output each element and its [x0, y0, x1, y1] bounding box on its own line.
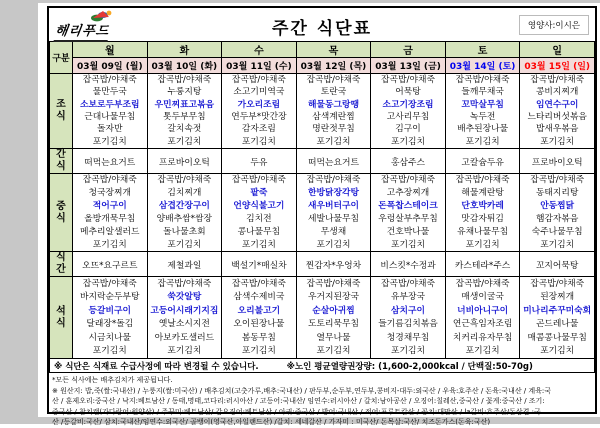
menu-item: 봄동무침	[241, 332, 276, 343]
menu-cell-stack	[520, 74, 594, 148]
menu-item: 돌자반	[97, 124, 123, 135]
menu-cell-breakfast-2	[222, 74, 297, 149]
menu-item: 청경채무침	[386, 332, 430, 343]
day-date-row	[50, 58, 595, 74]
menu-cell-stack	[371, 277, 445, 358]
document-border-box	[47, 6, 597, 427]
menu-item: 삼색수제비국	[233, 292, 285, 303]
menu-cell-stack	[222, 277, 296, 358]
menu-cell-dinner-0	[73, 277, 148, 359]
menu-item: 햄감자볶음	[535, 213, 579, 224]
day-date-cell-4: 03월 13일 (금)	[371, 58, 446, 74]
menu-cell-dinner-1	[147, 277, 222, 359]
document-page	[38, 3, 600, 427]
menu-item: 근대나물무침	[84, 112, 136, 123]
menu-item: 갈치속젓	[167, 124, 202, 135]
calorie-note: ※노인 평균열량권장량: (1,600-2,000kcal / 단백질:50-70g)	[286, 361, 533, 372]
menu-item: 양배추쌈*쌈장	[156, 213, 213, 224]
day-date-cell-3: 03월 12일 (목)	[296, 58, 371, 74]
day-date-cell-1: 03월 10일 (화)	[147, 58, 222, 74]
menu-item: 녹두전	[469, 112, 496, 123]
menu-cell-stack	[148, 277, 222, 358]
menu-item: 포기김치	[92, 239, 127, 250]
page-title: 주간 식단표	[271, 19, 373, 39]
dietitian-badge: 영양사:이시은	[519, 15, 589, 35]
menu-item: 고사리무침	[386, 112, 430, 123]
menu-cell-stack	[73, 174, 147, 251]
day-date-cell-0: 03월 09일 (월)	[73, 58, 148, 74]
menu-item: 포기김치	[316, 136, 351, 147]
menu-table	[49, 41, 595, 373]
menu-cell-snack1-1	[147, 149, 222, 174]
menu-item: 콩나물무침	[237, 226, 281, 237]
menu-cell-stack	[446, 174, 520, 251]
menu-item: 잡곡밥/야채죽	[82, 278, 137, 289]
document-header	[49, 8, 595, 41]
menu-cell-stack	[297, 252, 371, 276]
menu-item: 소고기장조림	[382, 99, 434, 110]
footnote-line-0: *모든 식사에는 배추김치가 제공됩니다.	[52, 376, 173, 384]
menu-item: 제철과일	[167, 260, 202, 271]
menu-cell-breakfast-6	[520, 74, 595, 149]
menu-cell-stack	[222, 149, 296, 173]
menu-item: 포기김치	[241, 136, 276, 147]
footnote-line-1: ※ 원산지: 밥,죽(쌀:국내산) / 누룽지(쌀:미국산) / 배추김치(고춧가루,배추:국내산) / 판두부,순두부,연두부,콩비지-대두:외국산 / 우육:호주산 / 돈육:국내산 / 계육:국	[52, 386, 552, 395]
menu-item: 숙주나물무침	[531, 226, 583, 237]
menu-item: 너비아니구이	[457, 305, 509, 316]
menu-item: 한방닭장각탕	[307, 188, 359, 199]
menu-item: 밥새우볶음	[535, 124, 579, 135]
menu-cell-stack	[371, 252, 445, 276]
menu-item: 시금치나물	[88, 332, 132, 343]
menu-item: 매콤콩나물무침	[527, 332, 587, 343]
menu-item: 홍삼주스	[391, 157, 426, 168]
menu-item: 포기김치	[316, 239, 351, 250]
menu-cell-stack	[73, 252, 147, 276]
menu-cell-stack	[371, 74, 445, 148]
day-name-cell-6: 일	[520, 42, 595, 58]
menu-item: 포기김치	[92, 136, 127, 147]
day-date-cell-6: 03월 15일 (일)	[520, 58, 595, 74]
menu-item: 삼색계란찜	[312, 112, 355, 123]
menu-item: 배추된장나물	[457, 124, 509, 135]
menu-item: 잡곡밥/야채죽	[306, 278, 361, 289]
menu-item: 토란국	[320, 87, 347, 98]
menu-item: 오리불고기	[237, 305, 281, 316]
menu-item: 해물계란탕	[461, 188, 504, 199]
menu-item: 잡곡밥/야채죽	[82, 175, 137, 186]
menu-cell-snack2-5	[445, 252, 520, 277]
footnote-line-3: 중국산 / 참치캔(가다랑어:원양산) / 주꾸미:베트남산/ 갑오징어:베트남산 / 아귀:중국산 / 방어:국내산 / 적어:포루트칼산 / 꽁치:대만산 / la갈비:호주산/돈삼겹 :국	[52, 407, 541, 416]
menu-item: 동태지리탕	[535, 188, 579, 199]
menu-item: 들깨무채국	[461, 87, 504, 98]
menu-cell-dinner-4	[371, 277, 446, 359]
section-label-snack2: 식 간	[50, 252, 73, 277]
menu-cell-breakfast-4	[371, 74, 446, 149]
menu-cell-snack2-0	[73, 252, 148, 277]
menu-item: 포기김치	[241, 346, 276, 357]
menu-item: 프로바이오틱	[531, 157, 583, 168]
menu-cell-snack1-5	[445, 149, 520, 174]
logo-text: 해리푸드	[53, 20, 110, 42]
menu-item: 잡곡밥/야채죽	[306, 175, 361, 186]
menu-item: 바지락순두부탕	[80, 292, 140, 303]
menu-item: 아보카도샐러드	[154, 332, 215, 343]
menu-item: 꼬지어묵탕	[535, 260, 579, 271]
menu-item: 느타리버섯볶음	[527, 112, 587, 123]
menu-cell-stack	[222, 74, 296, 148]
menu-cell-stack	[446, 252, 520, 276]
menu-item: 곤드레나물	[535, 319, 579, 330]
menu-item: 포기김치	[391, 136, 426, 147]
menu-item: 도토리묵무침	[307, 319, 359, 330]
day-date-cell-2: 03월 11일 (수)	[222, 58, 297, 74]
notice-cell	[50, 359, 595, 373]
menu-cell-lunch-4	[371, 174, 446, 252]
menu-item: 포기김치	[241, 239, 276, 250]
menu-cell-snack2-4	[371, 252, 446, 277]
section-label-breakfast: 조 식	[50, 74, 73, 149]
menu-item: 카스테라*주스	[454, 260, 511, 271]
menu-item: 임연수구이	[535, 99, 579, 110]
menu-item: 잡곡밥/야채죽	[530, 75, 585, 86]
menu-item: 된장찌개	[540, 292, 575, 303]
menu-cell-stack	[371, 174, 445, 251]
menu-cell-stack	[148, 252, 222, 276]
menu-item: 적어구이	[92, 201, 127, 212]
menu-item: 소고기미역국	[233, 87, 285, 98]
menu-cell-lunch-2	[222, 174, 297, 252]
menu-item: 콩비지찌개	[535, 87, 579, 98]
menu-item: 포기김치	[465, 346, 500, 357]
menu-cell-stack	[446, 149, 520, 173]
day-name-cell-2: 수	[222, 42, 297, 58]
notice-row	[50, 359, 595, 373]
menu-cell-breakfast-0	[73, 74, 148, 149]
menu-item: 잡곡밥/야채죽	[82, 75, 137, 86]
menu-item: 포기김치	[465, 239, 500, 250]
menu-item: 옛날소시지전	[158, 319, 210, 330]
menu-cell-snack2-6	[520, 252, 595, 277]
day-name-cell-5: 토	[445, 42, 520, 58]
notice-text: ※ 식단은 식재료 수급사정에 따라 변경될 수 있습니다.	[54, 361, 259, 372]
menu-item: 건호박나물	[386, 226, 430, 237]
menu-item: 우거지된장국	[307, 292, 359, 303]
menu-item: 유부장국	[391, 292, 426, 303]
day-name-cell-4: 금	[371, 42, 446, 58]
menu-item: 고추장찌개	[386, 188, 430, 199]
menu-item: 잡곡밥/야채죽	[381, 75, 435, 86]
menu-item: 등갈비구이	[88, 305, 132, 316]
menu-cell-stack	[73, 277, 147, 358]
menu-item: 잡곡밥/야채죽	[530, 175, 585, 186]
day-name-row	[50, 42, 595, 58]
menu-item: 세발나물무침	[307, 213, 359, 224]
day-name-cell-0: 월	[73, 42, 148, 58]
menu-cell-stack	[297, 149, 371, 173]
menu-item: 톳두부무침	[163, 112, 206, 123]
menu-item: 언양식불고기	[233, 201, 285, 212]
menu-item: 명란젓무침	[312, 124, 355, 135]
menu-cell-snack1-6	[520, 149, 595, 174]
menu-item: 새우버터구이	[307, 201, 359, 212]
menu-item: 잡곡밥/야채죽	[381, 278, 435, 289]
menu-cell-stack	[520, 174, 594, 251]
menu-cell-stack	[297, 174, 371, 251]
menu-item: 찐감자*우엉차	[305, 260, 362, 271]
menu-item: 우민찌표고볶음	[154, 99, 215, 110]
menu-cell-stack	[222, 252, 296, 276]
section-row-snack2	[50, 252, 595, 277]
menu-cell-stack	[446, 277, 520, 358]
menu-cell-breakfast-5	[445, 74, 520, 149]
menu-item: 치커리유자무침	[452, 332, 513, 343]
menu-item: 연두부*맛간장	[231, 112, 287, 123]
menu-cell-stack	[371, 149, 445, 173]
menu-item: 포기김치	[316, 346, 351, 357]
menu-cell-stack	[73, 149, 147, 173]
menu-item: 포기김치	[465, 136, 500, 147]
menu-item: 오뜨*요구르트	[82, 260, 138, 271]
menu-item: 돈폭찹스테이크	[378, 201, 438, 212]
menu-item: 포기김치	[540, 346, 575, 357]
menu-cell-snack1-4	[371, 149, 446, 174]
menu-cell-stack	[297, 74, 371, 148]
menu-cell-stack	[148, 174, 222, 251]
menu-item: 김치전	[246, 213, 272, 224]
menu-cell-stack	[297, 277, 371, 358]
menu-item: 떠먹는요거트	[307, 157, 359, 168]
menu-item: 우렁살부추무침	[378, 213, 438, 224]
menu-cell-stack	[520, 252, 594, 276]
menu-item: 누룽지탕	[167, 87, 202, 98]
section-row-breakfast	[50, 74, 595, 149]
menu-cell-lunch-1	[147, 174, 222, 252]
notice-wrap	[50, 360, 594, 372]
menu-cell-lunch-3	[296, 174, 371, 252]
menu-item: 물만두국	[92, 87, 127, 98]
day-date-cell-5: 03월 14일 (토)	[445, 58, 520, 74]
menu-cell-stack	[520, 277, 594, 358]
menu-cell-stack	[446, 74, 520, 148]
menu-item: 포기김치	[391, 346, 426, 357]
menu-item: 포기김치	[540, 239, 575, 250]
menu-cell-snack2-2	[222, 252, 297, 277]
menu-item: 무생채	[320, 226, 347, 237]
section-row-dinner	[50, 277, 595, 359]
menu-cell-breakfast-3	[296, 74, 371, 149]
menu-item: 김치찌개	[167, 188, 202, 199]
menu-item: 잡곡밥/야채죽	[231, 175, 286, 186]
section-row-lunch	[50, 174, 595, 252]
menu-cell-stack	[148, 149, 222, 173]
day-name-cell-3: 목	[296, 42, 371, 58]
footnote-line-4: 산 /등갈비:국산/ 삼치:국내산/임연수:외국산/ 골뱅이(영국산,아일랜드산) /갈치: 세네갈산 / 가자미 : 미국산/ 돈목살:국산/ 치즈돈가스(돈육:국산)	[52, 418, 491, 427]
menu-item: 해물동그랑땡	[307, 99, 359, 110]
menu-cell-snack2-3	[296, 252, 371, 277]
menu-item: 안동찜닭	[540, 201, 575, 212]
menu-item: 잡곡밥/야채죽	[530, 278, 585, 289]
menu-item: 백설기*매실차	[231, 260, 287, 271]
menu-cell-stack	[222, 174, 296, 251]
menu-cell-snack1-0	[73, 149, 148, 174]
footnote-line-2: 산 / 훈제오리:중국산 / 낙지:베트남산 / 동태,명태,코다리:러시아산 / 고등어:국내산/ 임연수:러시아산 / 갈치:남아공산 / 오징어:칠레산,중국산 / 꽃게:중국산 / 조기:	[52, 397, 545, 406]
menu-item: 메추리알샐러드	[80, 226, 140, 237]
menu-item: 프로바이오틱	[158, 157, 210, 168]
menu-item: 떠먹는요거트	[84, 157, 136, 168]
menu-cell-dinner-6	[520, 277, 595, 359]
menu-cell-dinner-2	[222, 277, 297, 359]
menu-item: 들기름김치볶음	[378, 319, 438, 330]
menu-item: 팥죽	[250, 188, 268, 199]
section-label-dinner: 석 식	[50, 277, 73, 359]
menu-cell-lunch-6	[520, 174, 595, 252]
section-label-lunch: 중 식	[50, 174, 73, 252]
menu-item: 청국장찌개	[88, 188, 132, 199]
menu-item: 포기김치	[540, 136, 575, 147]
menu-item: 김구이	[395, 124, 421, 135]
menu-item: 어묵탕	[395, 87, 421, 98]
menu-cell-snack1-3	[296, 149, 371, 174]
menu-item: 연근흑임자조림	[452, 319, 513, 330]
menu-item: 포기김치	[167, 239, 202, 250]
menu-item: 잡곡밥/야채죽	[231, 278, 286, 289]
menu-item: 잡곡밥/야채죽	[157, 278, 212, 289]
menu-item: 잡곡밥/야채죽	[455, 75, 510, 86]
menu-item: 잡곡밥/야채죽	[381, 175, 435, 186]
menu-item: 올방개묵무침	[84, 213, 136, 224]
menu-cell-stack	[520, 149, 594, 173]
menu-item: 잡곡밥/야채죽	[157, 175, 212, 186]
menu-item: 두유	[250, 157, 268, 168]
menu-cell-dinner-5	[445, 277, 520, 359]
menu-item: 단호박카레	[461, 201, 504, 212]
menu-item: 고칼슘두유	[461, 157, 504, 168]
menu-table-body	[50, 42, 595, 373]
menu-cell-snack2-1	[147, 252, 222, 277]
menu-item: 포기김치	[167, 136, 202, 147]
menu-item: 돌나물초회	[163, 226, 206, 237]
menu-item: 포기김치	[92, 346, 127, 357]
menu-item: 소보로두부조림	[80, 99, 140, 110]
section-row-snack1	[50, 149, 595, 174]
menu-item: 미나리주꾸미숙회	[523, 305, 592, 316]
menu-item: 달래장*돌김	[86, 319, 134, 330]
menu-item: 꼬막살무침	[461, 99, 504, 110]
menu-item: 가오리조림	[237, 99, 281, 110]
menu-item: 쑥갓알탕	[167, 292, 202, 303]
corner-cell: 구분	[50, 42, 73, 74]
menu-item: 매생이굴국	[461, 292, 504, 303]
menu-item: 맛감자튀김	[461, 213, 504, 224]
menu-cell-breakfast-1	[147, 74, 222, 149]
section-label-snack1: 간 식	[50, 149, 73, 174]
menu-item: 고등어시래기지짐	[150, 305, 219, 316]
menu-item: 오이된장나물	[233, 319, 285, 330]
menu-item: 잡곡밥/야채죽	[157, 75, 212, 86]
menu-item: 잡곡밥/야채죽	[306, 75, 361, 86]
menu-item: 비스킷*수정과	[380, 260, 436, 271]
menu-cell-stack	[148, 74, 222, 148]
menu-item: 잡곡밥/야채죽	[455, 278, 510, 289]
menu-item: 잡곡밥/야채죽	[455, 175, 510, 186]
menu-cell-stack	[73, 74, 147, 148]
menu-item: 순살아귀찜	[312, 305, 355, 316]
menu-item: 잡곡밥/야채죽	[231, 75, 286, 86]
footnotes-block	[49, 373, 595, 428]
menu-item: 삼겹간장구이	[158, 201, 210, 212]
menu-cell-lunch-0	[73, 174, 148, 252]
menu-item: 포기김치	[167, 346, 202, 357]
menu-item: 감자조림	[241, 124, 276, 135]
menu-cell-dinner-3	[296, 277, 371, 359]
menu-item: 유채나물무침	[457, 226, 509, 237]
menu-item: 삼치구이	[391, 305, 426, 316]
menu-cell-snack1-2	[222, 149, 297, 174]
menu-cell-lunch-5	[445, 174, 520, 252]
day-name-cell-1: 화	[147, 42, 222, 58]
menu-item: 열무나물	[316, 332, 351, 343]
menu-item: 포기김치	[391, 239, 426, 250]
